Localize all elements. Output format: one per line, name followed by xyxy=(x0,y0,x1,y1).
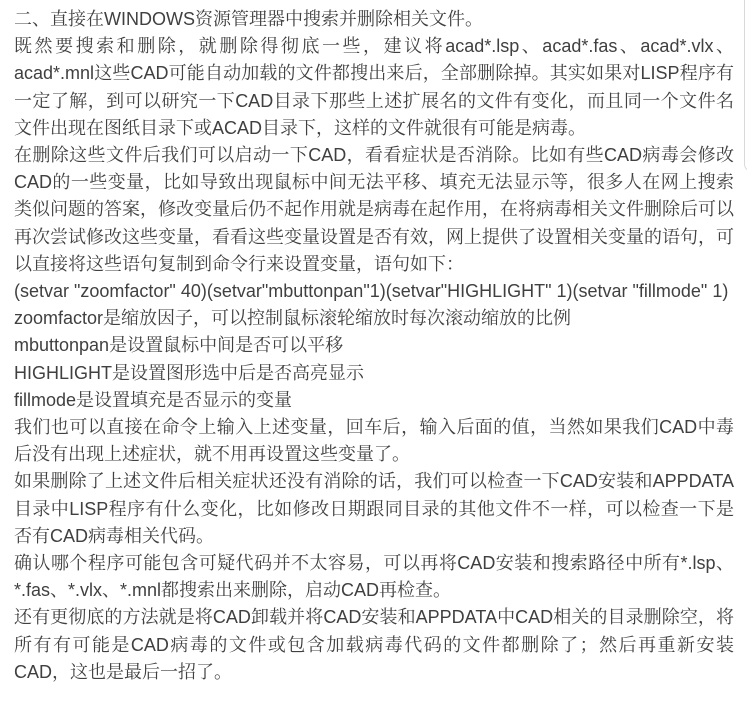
article-paragraph: 确认哪个程序可能包含可疑代码并不太容易，可以再将CAD安装和搜索路径中所有*.lsp、*.fas、*.vlx、*.mnl都搜索出来删除，启动CAD再检查。 xyxy=(14,553,734,601)
article-paragraph-code: (setvar "zoomfactor" 40)(setvar"mbuttonpan"1)(setvar"HIGHLIGHT" 1)(setvar "fillmode" 1) xyxy=(14,281,729,302)
article-paragraph: HIGHLIGHT是设置图形选中后是否高亮显示 xyxy=(14,362,365,383)
article-paragraph: 我们也可以直接在命令上输入上述变量，回车后，输入后面的值，当然如果我们CAD中毒后没有出现上述症状，就不用再设置这些变量了。 xyxy=(14,417,734,465)
article-paragraph: 既然要搜索和删除，就删除得彻底一些，建议将acad*.lsp、acad*.fas、acad*.vlx、acad*.mnl这些CAD可能自动加载的文件都搜出来后，全部删除掉。其实如果对LISP程序有一定了解，到可以研究一下CAD目录下那些上述扩展名的文件有变化，而且同一个文件名文件出现在图纸目录下或ACAD目录下，这样的文件就很有可能是病毒。 xyxy=(14,36,734,138)
article-paragraph: zoomfactor是缩放因子，可以控制鼠标滚轮缩放时每次滚动缩放的比例 xyxy=(14,308,572,329)
article-paragraph: 如果删除了上述文件后相关症状还没有消除的话，我们可以检查一下CAD安装和APPDATA目录中LISP程序有什么变化，比如修改日期跟同目录的其他文件不一样，可以检查一下是否有CAD病毒相关代码。 xyxy=(14,471,734,546)
article-paragraph: 还有更彻底的方法就是将CAD卸载并将CAD安装和APPDATA中CAD相关的目录删除空，将所有有可能是CAD病毒的文件或包含加载病毒代码的文件都删除了；然后再重新安装CAD，这也是最后一招了。 xyxy=(14,607,734,682)
article-heading: 二、直接在WINDOWS资源管理器中搜索并删除相关文件。 xyxy=(14,9,483,29)
article-paragraph: mbuttonpan是设置鼠标中间是否可以平移 xyxy=(14,335,344,356)
article-paragraph: fillmode是设置填充是否显示的变量 xyxy=(14,389,293,410)
article-paragraph: 在删除这些文件后我们可以启动一下CAD，看看症状是否消除。比如有些CAD病毒会修改CAD的一些变量，比如导致出现鼠标中间无法平移、填充无法显示等，很多人在网上搜索类似问题的答案，修改变量后仍不起作用就是病毒在起作用，在将病毒相关文件删除后可以再次尝试修改这些变量，看看这些变量设置是否有效，网上提供了设置相关变量的语句，可以直接将这些语句复制到命令行来设置变量，语句如下： xyxy=(14,145,734,274)
